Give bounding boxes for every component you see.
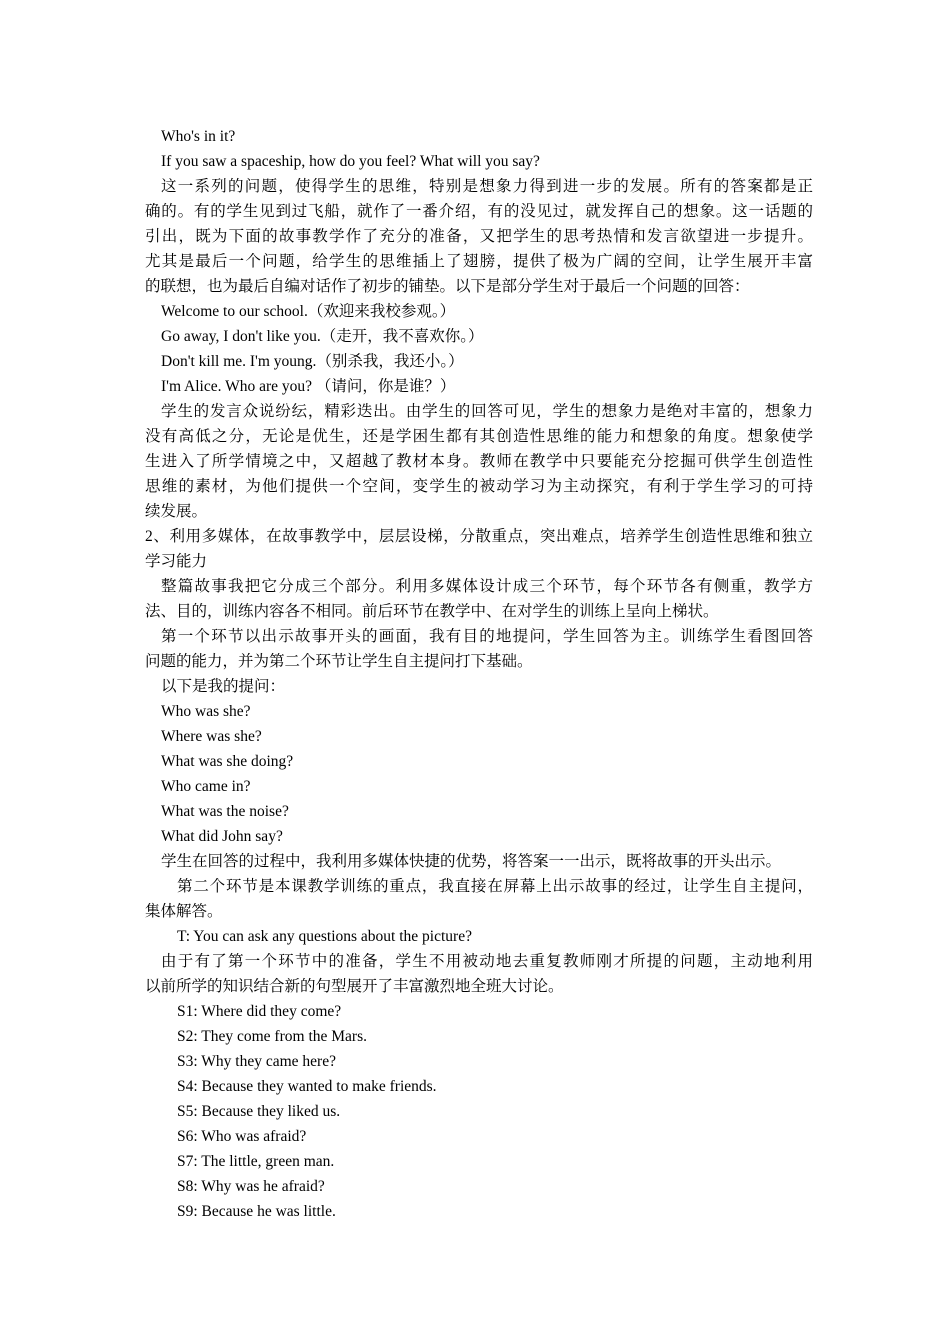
question-line: Who was she? [161, 703, 251, 720]
text-line: 没有高低之分，无论是优生，还是学困生都有其创造性思维的能力和想象的角度。想象使学 [145, 428, 813, 445]
section-heading: 学习能力 [145, 553, 208, 570]
dialogue-line: S4: Because they wanted to make friends. [177, 1078, 437, 1095]
text-line: 以前所学的知识结合新的句型展开了丰富激烈地全班大讨论。 [145, 978, 564, 995]
text-line: 由于有了第一个环节中的准备，学生不用被动地去重复教师刚才所提的问题，主动地利用 [161, 953, 813, 970]
text-line: 的联想，也为最后自编对话作了初步的铺垫。以下是部分学生对于最后一个问题的回答： [145, 278, 750, 295]
dialogue-line: S3: Why they came here? [177, 1053, 336, 1070]
text-line: 以下是我的提问： [161, 678, 286, 695]
question-line: What was the noise? [161, 803, 289, 820]
text-line: 第二个环节是本课教学训练的重点，我直接在屏幕上出示故事的经过，让学生自主提问， [177, 878, 813, 895]
text-line: I'm Alice. Who are you? （请问，你是谁？） [161, 378, 456, 395]
text-line: 集体解答。 [145, 903, 223, 920]
text-line: 确的。有的学生见到过飞船，就作了一番介绍，有的没见过，就发挥自己的想象。这一话题的 [145, 203, 813, 220]
question-line: What did John say? [161, 828, 283, 845]
text-line: Welcome to our school.（欢迎来我校参观。） [161, 303, 456, 320]
text-line: If you saw a spaceship, how do you feel? What will you say? [161, 153, 540, 170]
text-line: 引出，既为下面的故事教学作了充分的准备，又把学生的思考热情和发言欲望进一步提升。 [145, 228, 813, 245]
dialogue-line: S8: Why was he afraid? [177, 1178, 325, 1195]
question-line: Where was she? [161, 728, 262, 745]
dialogue-line: S1: Where did they come? [177, 1003, 342, 1020]
question-line: Who came in? [161, 778, 251, 795]
text-line: Go away, I don't like you.（走开，我不喜欢你。） [161, 328, 484, 345]
text-line: 问题的能力，并为第二个环节让学生自主提问打下基础。 [145, 653, 533, 670]
text-line: 学生的发言众说纷纭，精彩迭出。由学生的回答可见，学生的想象力是绝对丰富的，想象力 [161, 403, 813, 420]
section-heading: 2、利用多媒体，在故事教学中，层层设梯，分散重点，突出难点，培养学生创造性思维和独立 [145, 528, 813, 545]
dialogue-line: S2: They come from the Mars. [177, 1028, 367, 1045]
dialogue-line: S6: Who was afraid? [177, 1128, 307, 1145]
question-line: What was she doing? [161, 753, 294, 770]
text-line: 第一个环节以出示故事开头的画面，我有目的地提问，学生回答为主。训练学生看图回答 [161, 628, 813, 645]
text-line: 法、目的，训练内容各不相同。前后环节在教学中、在对学生的训练上呈向上梯状。 [145, 603, 719, 620]
dialogue-line: T: You can ask any questions about the picture? [177, 928, 472, 945]
text-line: 学生在回答的过程中，我利用多媒体快捷的优势，将答案一一出示，既将故事的开头出示。 [161, 853, 782, 870]
text-line: 这一系列的问题，使得学生的思维，特别是想象力得到进一步的发展。所有的答案都是正 [161, 178, 813, 195]
text-line: Who's in it? [161, 128, 236, 145]
dialogue-line: S9: Because he was little. [177, 1203, 336, 1220]
text-line: 思维的素材，为他们提供一个空间，变学生的被动学习为主动探究，有利于学生学习的可持 [145, 478, 813, 495]
text-line: 尤其是最后一个问题，给学生的思维插上了翅膀，提供了极为广阔的空间，让学生展开丰富 [145, 253, 813, 270]
dialogue-line: S5: Because they liked us. [177, 1103, 341, 1120]
text-line: 整篇故事我把它分成三个部分。利用多媒体设计成三个环节，每个环节各有侧重，教学方 [161, 578, 813, 595]
dialogue-line: S7: The little, green man. [177, 1153, 335, 1170]
text-line: Don't kill me. I'm young.（别杀我，我还小。） [161, 353, 464, 370]
text-line: 生进入了所学情境之中，又超越了教材本身。教师在教学中只要能充分挖掘可供学生创造性 [145, 453, 813, 470]
text-line: 续发展。 [145, 503, 208, 520]
